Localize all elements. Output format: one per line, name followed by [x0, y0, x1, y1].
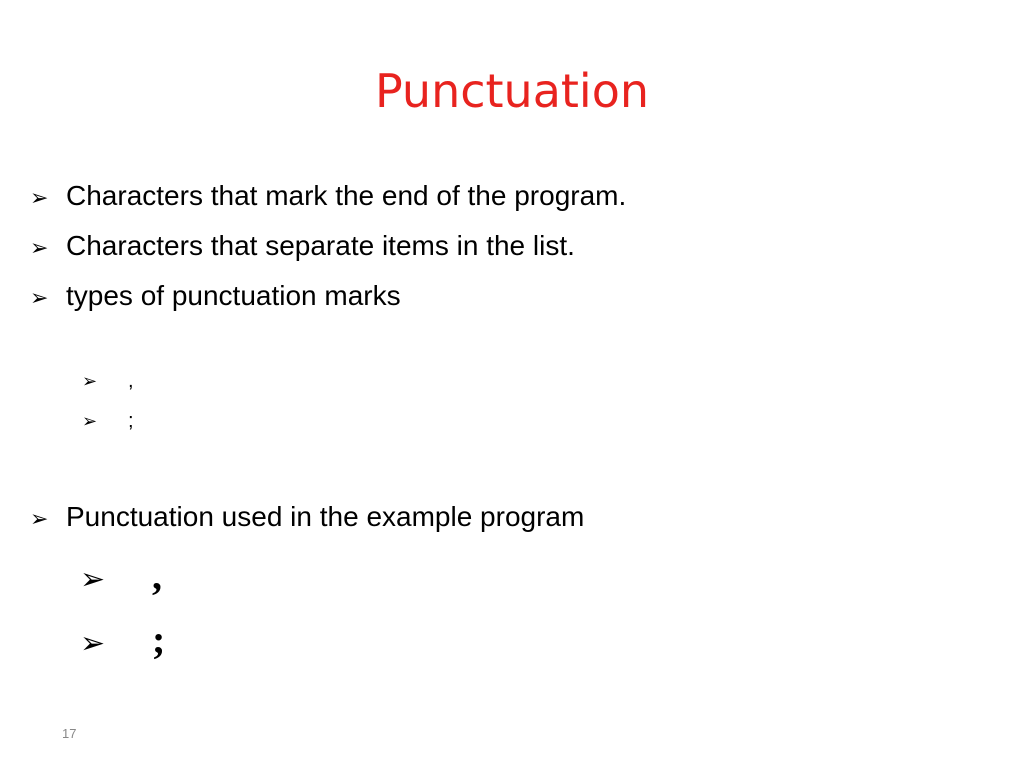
slide-number: 17: [62, 726, 77, 741]
sub-bullet-item: [82, 410, 134, 433]
bullet-text: types of punctuation marks: [66, 280, 401, 311]
bullet-item: [30, 180, 626, 212]
arrow-bullet-icon: ➢: [30, 286, 49, 311]
arrow-bullet-icon: ➢: [30, 507, 49, 532]
arrow-bullet-icon: ➢: [30, 236, 49, 261]
example-mark-item: [80, 552, 162, 599]
bullet-item: [30, 230, 575, 262]
punctuation-mark: ,: [128, 370, 134, 392]
bullet-text: Characters that separate items in the list.: [66, 230, 575, 261]
punctuation-mark: ;: [128, 410, 134, 432]
arrow-bullet-icon: ➢: [80, 562, 106, 597]
punctuation-mark: ,: [152, 553, 162, 598]
sub-bullet-item: [82, 370, 134, 393]
bullet-text: Characters that mark the end of the program.: [66, 180, 627, 211]
arrow-bullet-icon: ➢: [80, 626, 106, 661]
slide-title: Punctuation: [374, 64, 650, 118]
arrow-bullet-icon: ➢: [82, 411, 98, 432]
arrow-bullet-icon: ➢: [30, 186, 49, 211]
bullet-item: [30, 501, 584, 533]
example-mark-item: [80, 616, 165, 663]
bullet-text: Punctuation used in the example program: [66, 501, 585, 532]
bullet-item: [30, 280, 401, 312]
arrow-bullet-icon: ➢: [82, 371, 98, 392]
punctuation-mark: ;: [152, 617, 166, 662]
